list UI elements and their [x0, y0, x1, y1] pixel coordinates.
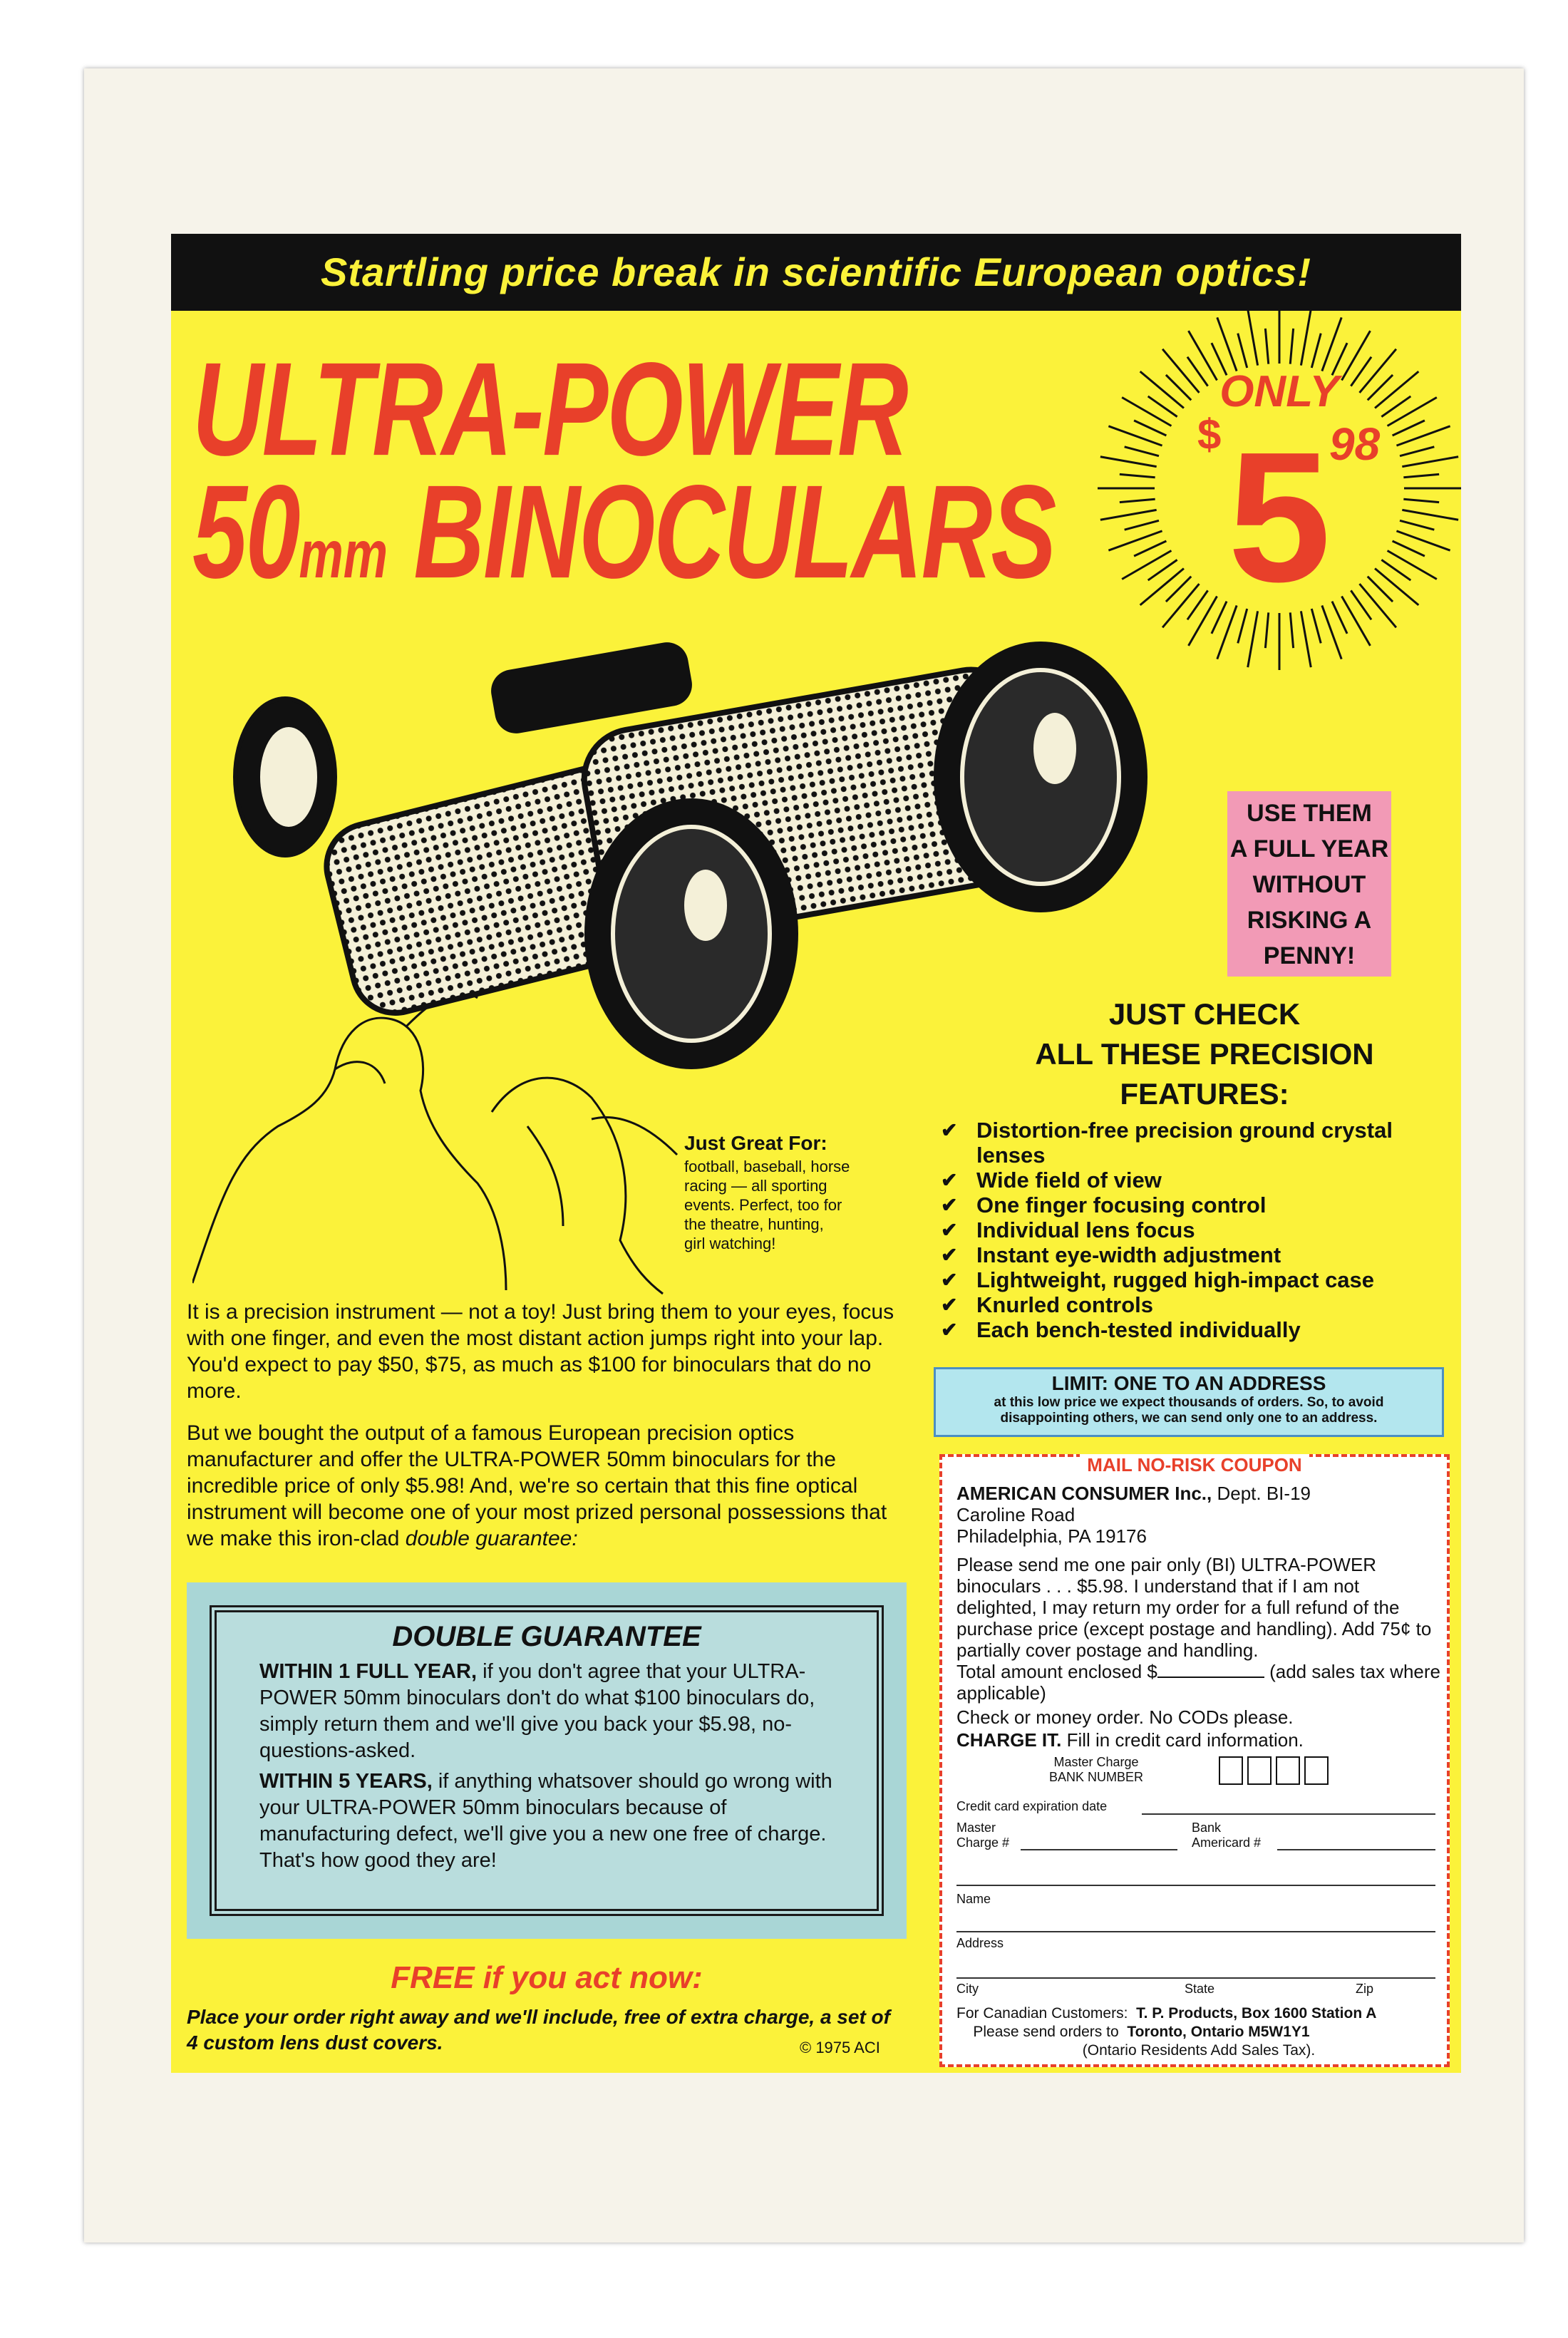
burst-ray [1301, 309, 1311, 366]
burst-ray [1332, 602, 1347, 634]
risk-free-callout [1227, 791, 1391, 977]
callout-line: USE THEM [1247, 800, 1372, 827]
limit-notice [934, 1367, 1444, 1437]
free-offer-title: FREE if you act now: [391, 1960, 703, 1995]
burst-ray [1393, 421, 1425, 436]
bank-number-label: Master Charge BANK NUMBER [1049, 1755, 1144, 1784]
coupon-title: MAIL NO-RISK COUPON [1080, 1454, 1309, 1476]
headline-word: BINOCULARS [413, 458, 1056, 607]
callout-line: PENNY! [1263, 942, 1356, 969]
burst-ray [1375, 568, 1418, 604]
burst-ray [1162, 349, 1199, 393]
price-only: ONLY [1219, 367, 1339, 416]
features-list [941, 1118, 1454, 1342]
burst-ray [1125, 520, 1159, 530]
guarantee-1-year [259, 1659, 834, 1764]
feature-item: ✔ Lightweight, rugged high-impact case [941, 1267, 1454, 1292]
caption-line: the theatre, hunting, [684, 1215, 824, 1233]
coupon-address [956, 1483, 1441, 1547]
feature-item: ✔ Instant eye-width adjustment [941, 1242, 1454, 1267]
guarantee-5-years [259, 1768, 834, 1874]
headline-unit: mm [299, 517, 388, 592]
total-field[interactable] [1157, 1677, 1264, 1678]
guarantee-certificate [210, 1605, 884, 1916]
headline-line1: ULTRA-POWER [192, 335, 907, 484]
great-for-caption [684, 1133, 898, 1253]
burst-ray [1375, 371, 1418, 408]
feature-item: ✔ Each bench-tested individually [941, 1317, 1454, 1342]
total-enclosed[interactable] [956, 1661, 1441, 1704]
burst-ray [1290, 329, 1293, 364]
name-field[interactable] [956, 1885, 1435, 1886]
coupon-order-text: Please send me one pair only (BI) ULTRA-POWER binoculars . . . $5.98. I understand that if I am not delighted, I may return my order for a full refund of the purchase price (except postage and handling). Add 75¢ to partially cover postage and handling. [956, 1554, 1432, 1661]
charge-label: CHARGE IT. [956, 1729, 1062, 1751]
burst-ray [1403, 499, 1439, 502]
price-big: 5 [1227, 414, 1331, 621]
price-dollar: $ [1197, 411, 1222, 458]
bank-americard-label: Bank Americard # [1192, 1821, 1262, 1850]
burst-ray [1100, 457, 1157, 467]
burst-ray [1120, 474, 1155, 477]
burst-ray [1311, 334, 1321, 368]
burst-ray [1189, 331, 1217, 380]
copyright: © 1975 ACI [800, 2039, 880, 2056]
limit-line: at this low price we expect thousands of orders. So, to avoid [994, 1395, 1384, 1410]
burst-ray [1400, 520, 1434, 530]
city-label: City [956, 1982, 979, 1996]
callout-line: A FULL YEAR [1229, 835, 1389, 862]
guarantee-1-label: WITHIN 1 FULL YEAR, [259, 1660, 478, 1683]
address-field[interactable] [956, 1931, 1435, 1932]
limit-title: LIMIT: ONE TO AN ADDRESS [1051, 1372, 1326, 1394]
top-banner: Startling price break in scientific European optics! [171, 234, 1461, 311]
burst-ray [1403, 474, 1439, 477]
burst-ray [1134, 421, 1166, 436]
total-note: (add sales tax where applicable) [956, 1661, 1440, 1704]
free-offer-text: Place your order right away and we'll include, free of extra charge, a set of 4 custom lens dust covers. [187, 2006, 890, 2054]
burst-ray [1248, 309, 1258, 366]
headline-size: 50 [192, 458, 299, 607]
total-label: Total amount enclosed $ [956, 1661, 1157, 1682]
great-for-title: Just Great For: [684, 1132, 827, 1154]
body-paragraph-1: It is a precision instrument — not a toy! Just bring them to your eyes, focus with one finger, and even the most distant action jumps right into your lap. You'd expect to pay $50, $75, as much as $100 for binoculars that do no more. [187, 1300, 894, 1403]
company-name: AMERICAN CONSUMER Inc., [956, 1483, 1212, 1504]
guarantee-1-text: if you don't agree that your ULTRA-POWER 50mm binoculars don't do what $100 binoculars do, simply return them and we'll give you back your $5.98, no-questions-asked. [259, 1660, 815, 1762]
burst-ray [1342, 331, 1371, 380]
burst-ray [1388, 551, 1437, 580]
address-line: Caroline Road [956, 1504, 1076, 1525]
burst-ray [1400, 447, 1434, 456]
master-charge-label: Master Charge # [956, 1821, 1010, 1850]
burst-ray [1359, 584, 1396, 627]
charge-text: Fill in credit card information. [1061, 1729, 1304, 1751]
burst-ray [1402, 510, 1458, 520]
feature-item: ✔ Individual lens focus [941, 1217, 1454, 1242]
spectators-sketch [192, 992, 677, 1294]
canadian-customers: For Canadian Customers: T. P. Products, Box 1600 Station A Please send orders to Toronto, Ontario M5W1Y1 (Ontario Residents Add Sales Tax). [956, 2005, 1377, 2059]
guarantee-title: DOUBLE GUARANTEE [392, 1621, 701, 1652]
burst-ray [1238, 334, 1247, 368]
heading-line: ALL THESE PRECISION [1035, 1037, 1374, 1071]
guarantee-2-label: WITHIN 5 YEARS, [259, 1770, 433, 1793]
body2-text: But we bought the output of a famous European precision optics manufacturer and offer the ULTRA-POWER 50mm binoculars for the incredible price of only $5.98! And, we're so certain that this fine optical instrument will become one of your most prized personal possessions that we make this iron-clad [187, 1421, 887, 1550]
double-guarantee-box [187, 1582, 907, 1939]
feature-item: ✔ Knurled controls [941, 1292, 1454, 1317]
limit-line: disappointing others, we can send only one to an address. [1000, 1411, 1378, 1426]
burst-ray [1388, 398, 1437, 426]
burst-ray [1122, 398, 1171, 426]
expiration-field[interactable] [1142, 1813, 1435, 1815]
bank-americard-field[interactable] [1277, 1849, 1435, 1850]
address-line: Philadelphia, PA 19176 [956, 1525, 1147, 1547]
burst-ray [1393, 541, 1425, 556]
caption-line: events. Perfect, too for [684, 1196, 842, 1214]
payment-note: Check or money order. No CODs please. [956, 1706, 1294, 1728]
feature-item: ✔ Distortion-free precision ground crystal lenses [941, 1118, 1454, 1168]
burst-ray [1359, 349, 1396, 393]
burst-ray [1125, 447, 1159, 456]
features-heading [984, 994, 1425, 1114]
name-label: Name [956, 1892, 991, 1906]
order-coupon[interactable] [939, 1454, 1450, 2067]
heading-line: FEATURES: [1120, 1077, 1289, 1111]
burst-ray [1342, 597, 1371, 646]
burst-ray [1134, 541, 1166, 556]
burst-ray [1402, 457, 1458, 467]
guarantee-2-text: if anything whatsover should go wrong with your ULTRA-POWER 50mm binoculars because of manufacturing defect, we'll give you a new one free of charge. That's how good they are! [259, 1770, 832, 1872]
burst-ray [1100, 510, 1157, 520]
feature-item: ✔ Wide field of view [941, 1168, 1454, 1193]
state-label: State [1185, 1982, 1215, 1996]
body-paragraph-2 [187, 1420, 907, 1552]
address-label: Address [956, 1936, 1004, 1950]
expiration-label: Credit card expiration date [956, 1799, 1108, 1813]
callout-line: WITHOUT [1252, 871, 1366, 898]
price-cents: 98 [1329, 418, 1381, 470]
dept: Dept. BI-19 [1212, 1483, 1311, 1504]
bank-number-boxes[interactable] [1219, 1756, 1329, 1785]
heading-line: JUST CHECK [1108, 997, 1301, 1031]
caption-line: football, baseball, horse [684, 1158, 850, 1175]
feature-item: ✔ One finger focusing control [941, 1193, 1454, 1217]
burst-ray [1140, 371, 1184, 408]
burst-ray [1120, 499, 1155, 502]
caption-line: girl watching! [684, 1235, 776, 1252]
zip-label: Zip [1356, 1982, 1374, 1996]
burst-ray [1265, 329, 1268, 364]
caption-line: racing — all sporting [684, 1177, 827, 1195]
charge-it [956, 1729, 1441, 1751]
master-charge-field[interactable] [1021, 1849, 1177, 1850]
city-state-zip-field[interactable] [956, 1977, 1435, 1979]
callout-line: RISKING A [1247, 907, 1372, 934]
body2-emphasis: double guarantee: [405, 1527, 578, 1550]
